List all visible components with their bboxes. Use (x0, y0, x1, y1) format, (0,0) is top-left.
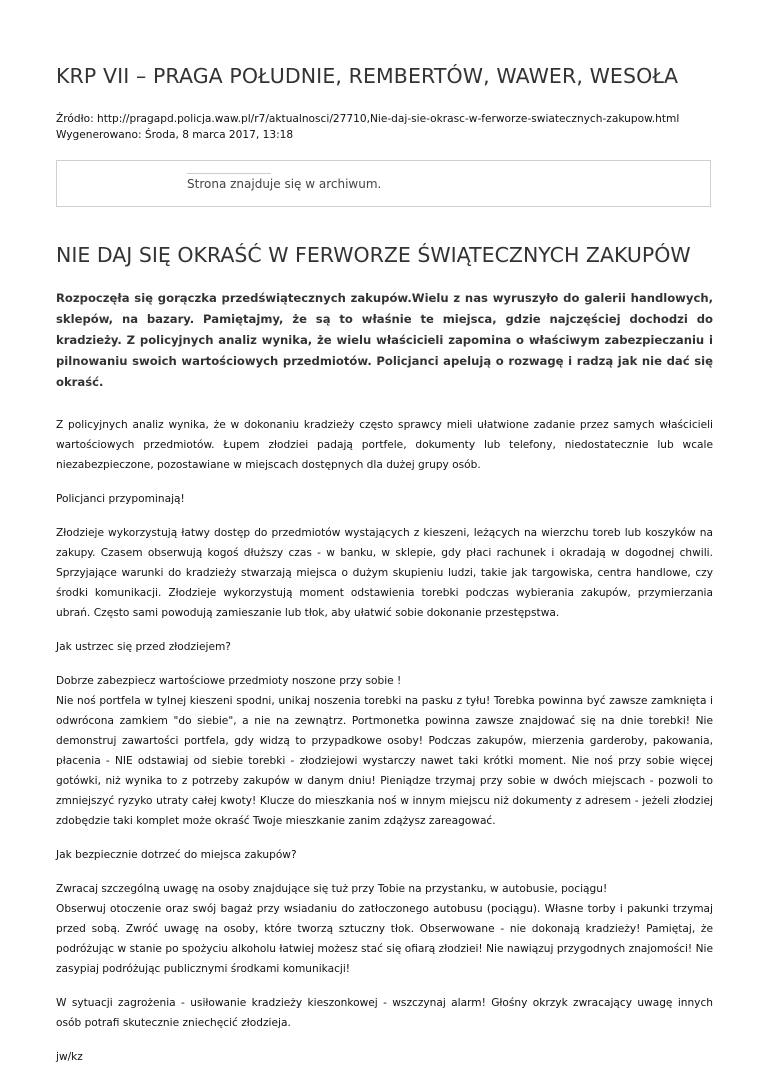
archive-divider (187, 173, 271, 174)
print-metadata (56, 111, 679, 143)
generated-date-line: Wygenerowano: Środa, 8 marca 2017, 13:18 (56, 129, 294, 141)
article-body (56, 288, 713, 1081)
safe-travel-intro: Zwracaj szczególną uwagę na osoby znajdujące się tuż przy Tobie na przystanku, w autobusie, pociągu! (56, 883, 608, 895)
paragraph-safe-travel-heading: Jak bezpiecznie dotrzeć do miejsca zakupów? (56, 849, 297, 861)
paragraph-analysis: Z policyjnych analiz wynika, że w dokonaniu kradzieży często sprawcy mieli ułatwione zadanie przez samych właścicieli wartościowych przedmiotów. Łupem złodziei padają portfele, dokumenty lub telefony, niedostatecznie lub wcale niezabezpieczone, pozostawiane w miejscach dostępnych dla dużej grupy osób. (56, 419, 713, 471)
secure-valuables-tips: Nie noś portfela w tylnej kieszeni spodni, unikaj noszenia torebki na pasku z tyłu! Torebka powinna być zawsze zamknięta i odwrócona zamkiem "do siebie", a nie na zewnątrz. Portmonetka powinna zawsze znajdować się na dnie torebki! Nie demonstruj zawartości portfela, gdy widzą to przypadkowe osoby! Podczas zakupów, mierzenia garderoby, pakowania, płacenia - NIE odstawiaj od siebie torebki - złodziejowi wystarczy nawet taki krótki moment. Nie noś przy sobie więcej gotówki, niż wynika to z potrzeby zakupów w danym dniu! Pieniądze trzymaj przy sobie w dwóch miejscach - pozwoli to zmniejszyć ryzyko utraty całej kwoty! Klucze do mieszkania noś w innym miejscu niż dokumenty z adresem - jeżeli złodziej zdobędzie taki komplet może okraść Twoje mieszkanie zanim zdążysz zareagować. (56, 695, 713, 827)
article-lead: Rozpoczęła się gorączka przedświątecznych zakupów.Wielu z nas wyruszyło do galerii handlowych, sklepów, na bazary. Pamiętajmy, że są to właśnie te miejsca, gdzie najczęściej dochodzi do kradzieży. Z policyjnych analiz wynika, że wielu właścicieli zapomina o właściwym zabezpieczaniu i pilnowaniu swoich wartościowych przedmiotów. Policjanci apelują o rozwagę i radzą jak nie dać się okraść. (56, 291, 713, 389)
paragraph-alarm: W sytuacji zagrożenia - usiłowanie kradzieży kieszonkowej - wszczynaj alarm! Głośny okrzyk zwracający uwagę innych osób potrafi skutecznie zniechęcić złodzieja. (56, 997, 713, 1029)
archive-notice-text: Strona znajduje się w archiwum. (187, 177, 382, 191)
author-signature: jw/kz (56, 1051, 83, 1063)
paragraph-police-reminder: Policjanci przypominają! (56, 493, 185, 505)
paragraph-safe-travel (56, 879, 713, 979)
archive-notice-box (56, 160, 711, 207)
paragraph-secure-valuables (56, 671, 713, 831)
paragraph-how-to-protect-heading: Jak ustrzec się przed złodziejem? (56, 641, 231, 653)
secure-valuables-intro: Dobrze zabezpiecz wartościowe przedmioty noszone przy sobie ! (56, 675, 402, 687)
paragraph-thief-methods: Złodzieje wykorzystują łatwy dostęp do przedmiotów wystających z kieszeni, leżących na wierzchu toreb lub koszyków na zakupy. Czasem obserwują kogoś dłuższy czas - w banku, w sklepie, gdy płaci rachunek i okradają w dogodnej chwili. Sprzyjające warunki do kradzieży stwarzają miejsca o dużym skupieniu ludzi, takie jak targowiska, centra handlowe, czy środki komunikacji. Złodzieje wykorzystują moment odstawienia torebki podczas wybierania zakupów, przymierzania ubrań. Często sami powodują zamieszanie lub tłok, aby ułatwić sobie dokonanie przestępstwa. (56, 527, 713, 619)
safe-travel-tips: Obserwuj otoczenie oraz swój bagaż przy wsiadaniu do zatłoczonego autobusu (pociągu). Własne torby i pakunki trzymaj przed sobą. Zwróć uwagę na osoby, które tworzą sztuczny tłok. Obserwowane - nie dokonają kradzieży! Pamiętaj, że podróżując w stanie po spożyciu alkoholu łatwiej możesz stać się ofiarą złodziei! Nie nawiązuj przygodnych znajomości! Nie zasypiaj podróżując publicznymi środkami komunikacji! (56, 903, 713, 975)
article-title: NIE DAJ SIĘ OKRAŚĆ W FERWORZE ŚWIĄTECZNYCH ZAKUPÓW (56, 243, 691, 267)
source-url-line: Źródło: http://pragapd.policja.waw.pl/r7/aktualnosci/27710,Nie-daj-sie-okrasc-w-ferworze-swiatecznych-zakupow.html (56, 113, 680, 125)
site-title: KRP VII – PRAGA POŁUDNIE, REMBERTÓW, WAWER, WESOŁA (56, 64, 679, 88)
